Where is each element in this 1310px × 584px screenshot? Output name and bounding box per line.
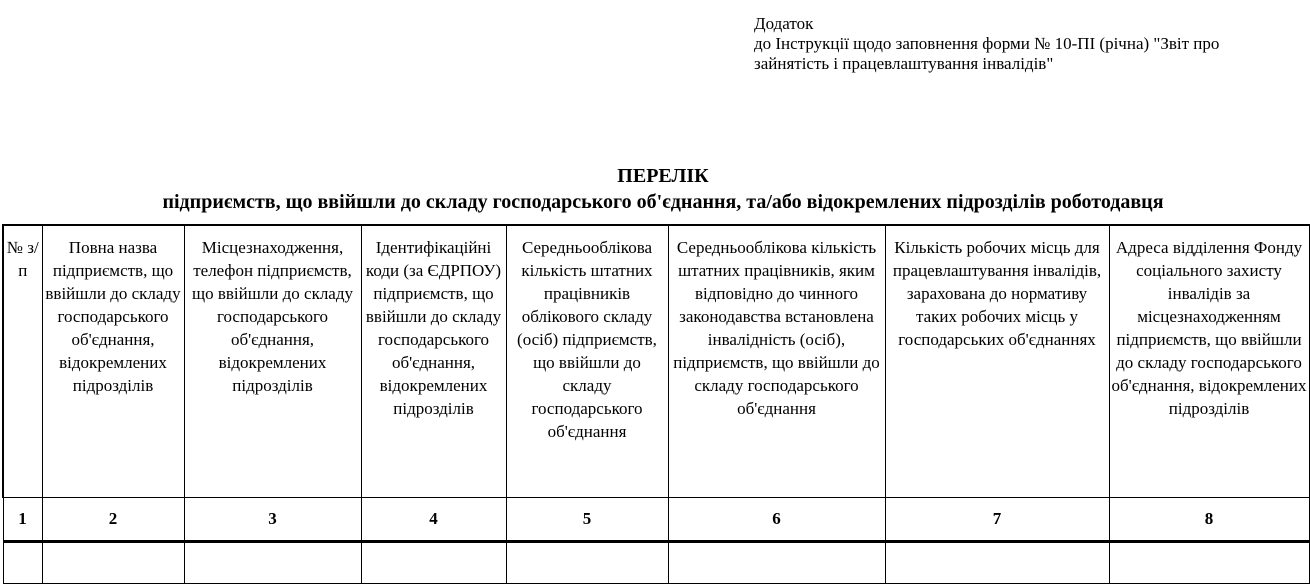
column-numbers-row [3, 497, 1309, 541]
empty-cell [885, 541, 1109, 583]
empty-cell [184, 541, 361, 583]
annex-line-2: до Інструкції щодо заповнення форми № 10-ПІ (річна) "Звіт про [754, 34, 1220, 53]
table-header-row [3, 225, 1309, 497]
column-number: 3 [184, 497, 361, 541]
annex-line-1: Додаток [754, 14, 814, 33]
empty-cell [3, 541, 42, 583]
empty-cell [668, 541, 885, 583]
empty-cell [42, 541, 184, 583]
column-number: 7 [885, 497, 1109, 541]
header-cell-number: № з/п [3, 225, 42, 497]
header-cell-fund-address: Адреса відділення Фонду соціального захисту інвалідів за місцезнаходженням підприємств, що ввійшли до складу господарського об'єднання, відокремлених підрозділів [1109, 225, 1309, 497]
column-number: 8 [1109, 497, 1309, 541]
document-subtitle: підприємств, що ввійшли до складу господарського об'єднання, та/або відокремлених підрозділів роботодавця [162, 191, 1164, 213]
column-number: 6 [668, 497, 885, 541]
empty-cell [506, 541, 668, 583]
empty-cell [361, 541, 506, 583]
document-title: ПЕРЕЛІК [617, 165, 709, 187]
column-number: 1 [3, 497, 42, 541]
header-cell-average-staff: Середньооблікова кількість штатних працівників облікового складу (осіб) підприємств, що ввійшли до складу господарського об'єднання [506, 225, 668, 497]
column-number: 2 [42, 497, 184, 541]
annex-note [754, 14, 1310, 74]
column-number: 4 [361, 497, 506, 541]
header-cell-edrpou-codes: Ідентифікаційні коди (за ЄДРПОУ) підприємств, що ввійшли до складу господарського об'єднання, відокремлених підрозділів [361, 225, 506, 497]
header-cell-full-name: Повна назва підприємств, що ввійшли до складу господарського об'єднання, відокремлених підрозділів [42, 225, 184, 497]
header-cell-location: Місцезнаходження, телефон підприємств, що ввійшли до складу господарського об'єднання, відокремлених підрозділів [184, 225, 361, 497]
enterprises-table [2, 224, 1310, 584]
annex-line-3: зайнятість і працевлаштування інвалідів" [754, 54, 1054, 73]
empty-data-row [3, 541, 1309, 583]
header-cell-workplaces: Кількість робочих місць для працевлаштування інвалідів, зарахована до нормативу таких робочих місць у господарських об'єднаннях [885, 225, 1109, 497]
column-number: 5 [506, 497, 668, 541]
empty-cell [1109, 541, 1309, 583]
header-cell-disabled-staff: Середньооблікова кількість штатних працівників, яким відповідно до чинного законодавства встановлена інвалідність (осіб), підприємств, що ввійшли до складу господарського об'єднання [668, 225, 885, 497]
